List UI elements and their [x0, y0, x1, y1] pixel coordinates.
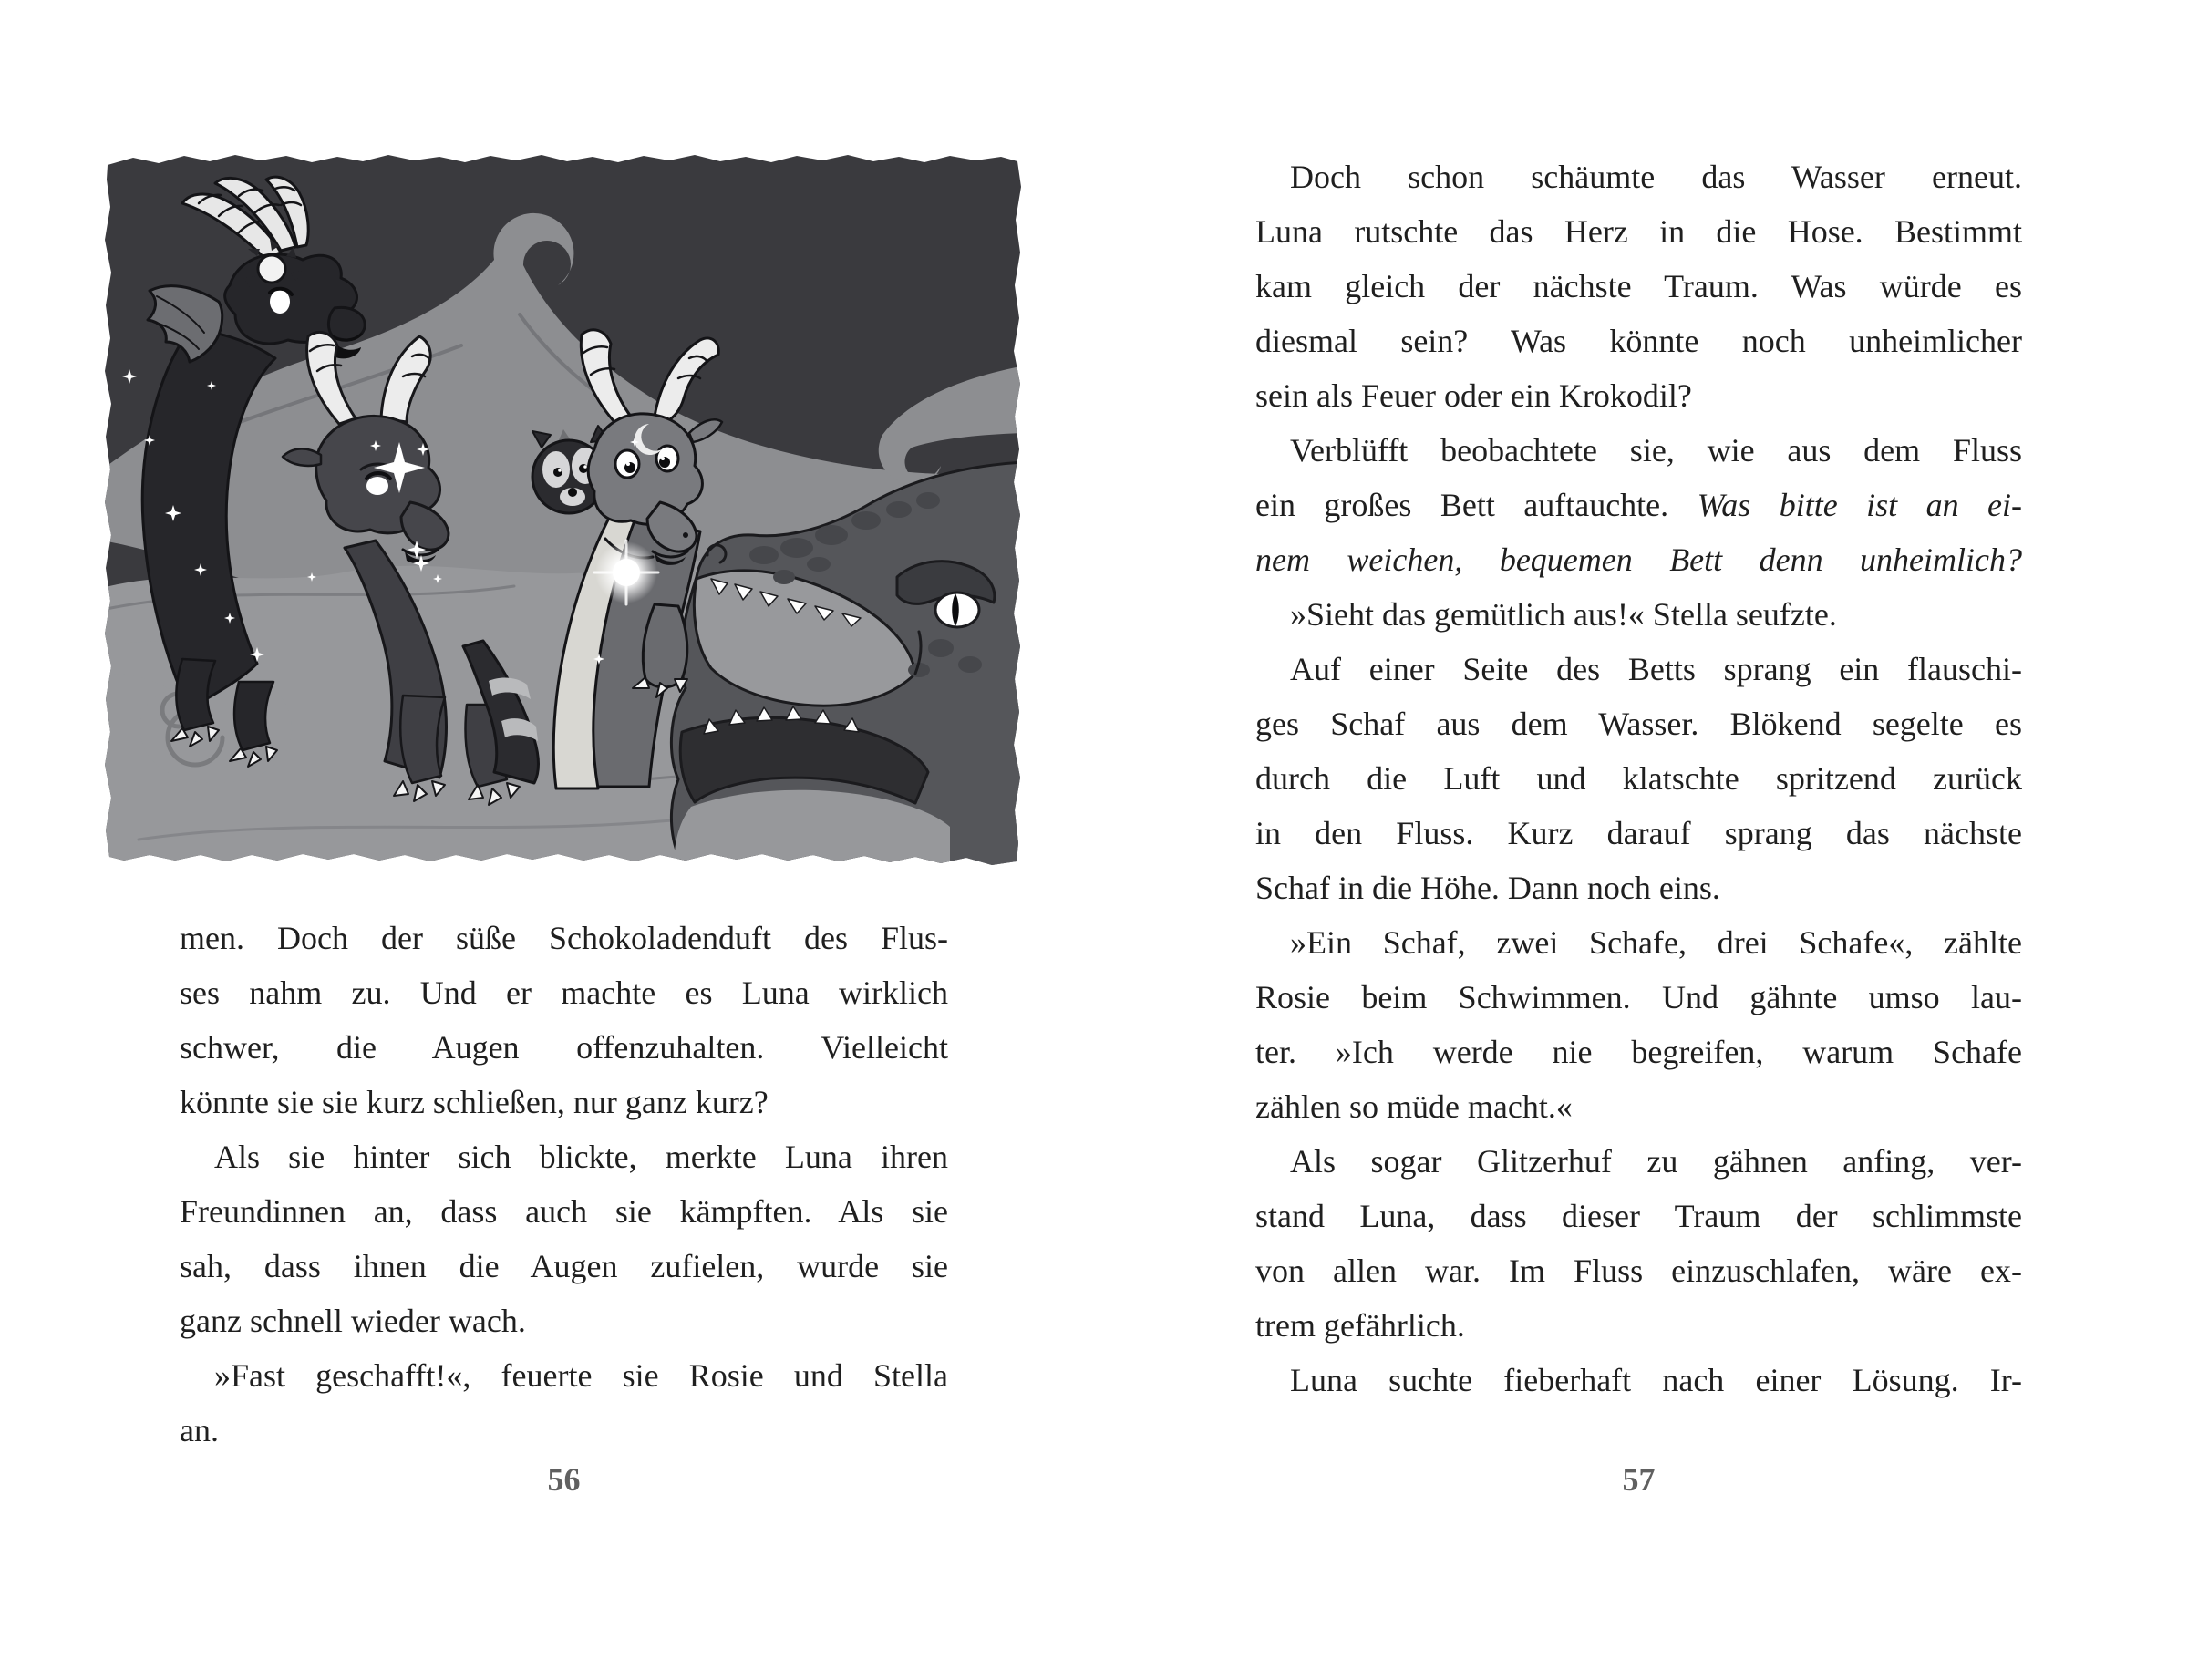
- text-line: ses nahm zu. Und er machte es Luna wirklich: [180, 974, 948, 1011]
- text-line: Luna suchte fieberhaft nach einer Lösung. Ir-: [1290, 1362, 2022, 1398]
- text-line: ges Schaf aus dem Wasser. Blökend segelte es: [1255, 706, 2022, 742]
- text-line: kam gleich der nächste Traum. Was würde es: [1255, 268, 2022, 304]
- text-line: Als sogar Glitzerhuf zu gähnen anfing, ver-: [1290, 1143, 2022, 1180]
- text-line: stand Luna, dass dieser Traum der schlimmste: [1255, 1198, 2022, 1234]
- text-line: könnte sie sie kurz schließen, nur ganz kurz?: [180, 1084, 769, 1120]
- text-line: men. Doch der süße Schokoladenduft des Flus-: [180, 920, 948, 956]
- text-line: schwer, die Augen offenzuhalten. Vielleicht: [180, 1029, 948, 1066]
- text-line: in den Fluss. Kurz darauf sprang das nächste: [1255, 815, 2022, 851]
- text-line: ganz schnell wieder wach.: [180, 1303, 526, 1339]
- moon-horse-head: [588, 414, 702, 524]
- text-line: Rosie beim Schwimmen. Und gähnte umso lau-: [1255, 979, 2022, 1015]
- text-line: Doch schon schäumte das Wasser erneut.: [1290, 159, 2022, 195]
- text-line: ein großes Bett auftauchte. Was bitte ist an ei-: [1255, 487, 2022, 523]
- left-page-text: [180, 911, 948, 1458]
- text-line: Schaf in die Höhe. Dann noch eins.: [1255, 870, 1720, 906]
- text-line: »Sieht das gemütlich aus!« Stella seufzte.: [1290, 596, 1837, 633]
- dragon-moon-mark: [258, 255, 285, 283]
- text-line: Als sie hinter sich blickte, merkte Luna ihren: [214, 1139, 948, 1175]
- right-page-text: [1255, 149, 2022, 1407]
- illustration-svg: [102, 149, 1025, 871]
- text-line: Verblüfft beobachtete sie, wie aus dem Fluss: [1290, 432, 2022, 469]
- text-line: »Ein Schaf, zwei Schafe, drei Schafe«, zählte: [1290, 924, 2022, 961]
- text-line: Auf einer Seite des Betts sprang ein flauschi-: [1290, 651, 2022, 687]
- text-line: »Fast geschafft!«, feuerte sie Rosie und Stella: [214, 1357, 948, 1394]
- page-number-left: 56: [547, 1461, 581, 1498]
- text-line: Freundinnen an, dass auch sie kämpften. Als sie: [180, 1193, 948, 1230]
- text-line: diesmal sein? Was könnte noch unheimlicher: [1255, 323, 2022, 359]
- text-line: sah, dass ihnen die Augen zufielen, wurde sie: [180, 1248, 948, 1284]
- text-line: trem gefährlich.: [1255, 1307, 1465, 1344]
- text-line: Luna rutschte das Herz in die Hose. Bestimmt: [1255, 213, 2022, 250]
- text-line: sein als Feuer oder ein Krokodil?: [1255, 377, 1692, 414]
- text-line: von allen war. Im Fluss einzuschlafen, wäre ex-: [1255, 1252, 2022, 1289]
- text-line: durch die Luft und klatschte spritzend zurück: [1255, 760, 2022, 797]
- text-line: zählen so müde macht.«: [1255, 1088, 1573, 1125]
- page-number-right: 57: [1622, 1461, 1656, 1498]
- text-line: an.: [180, 1412, 219, 1448]
- text-line: nem weichen, bequemen Bett denn unheimlich?: [1255, 541, 2022, 578]
- text-line: ter. »Ich werde nie begreifen, warum Schafe: [1255, 1034, 2022, 1070]
- story-illustration: [102, 149, 1025, 871]
